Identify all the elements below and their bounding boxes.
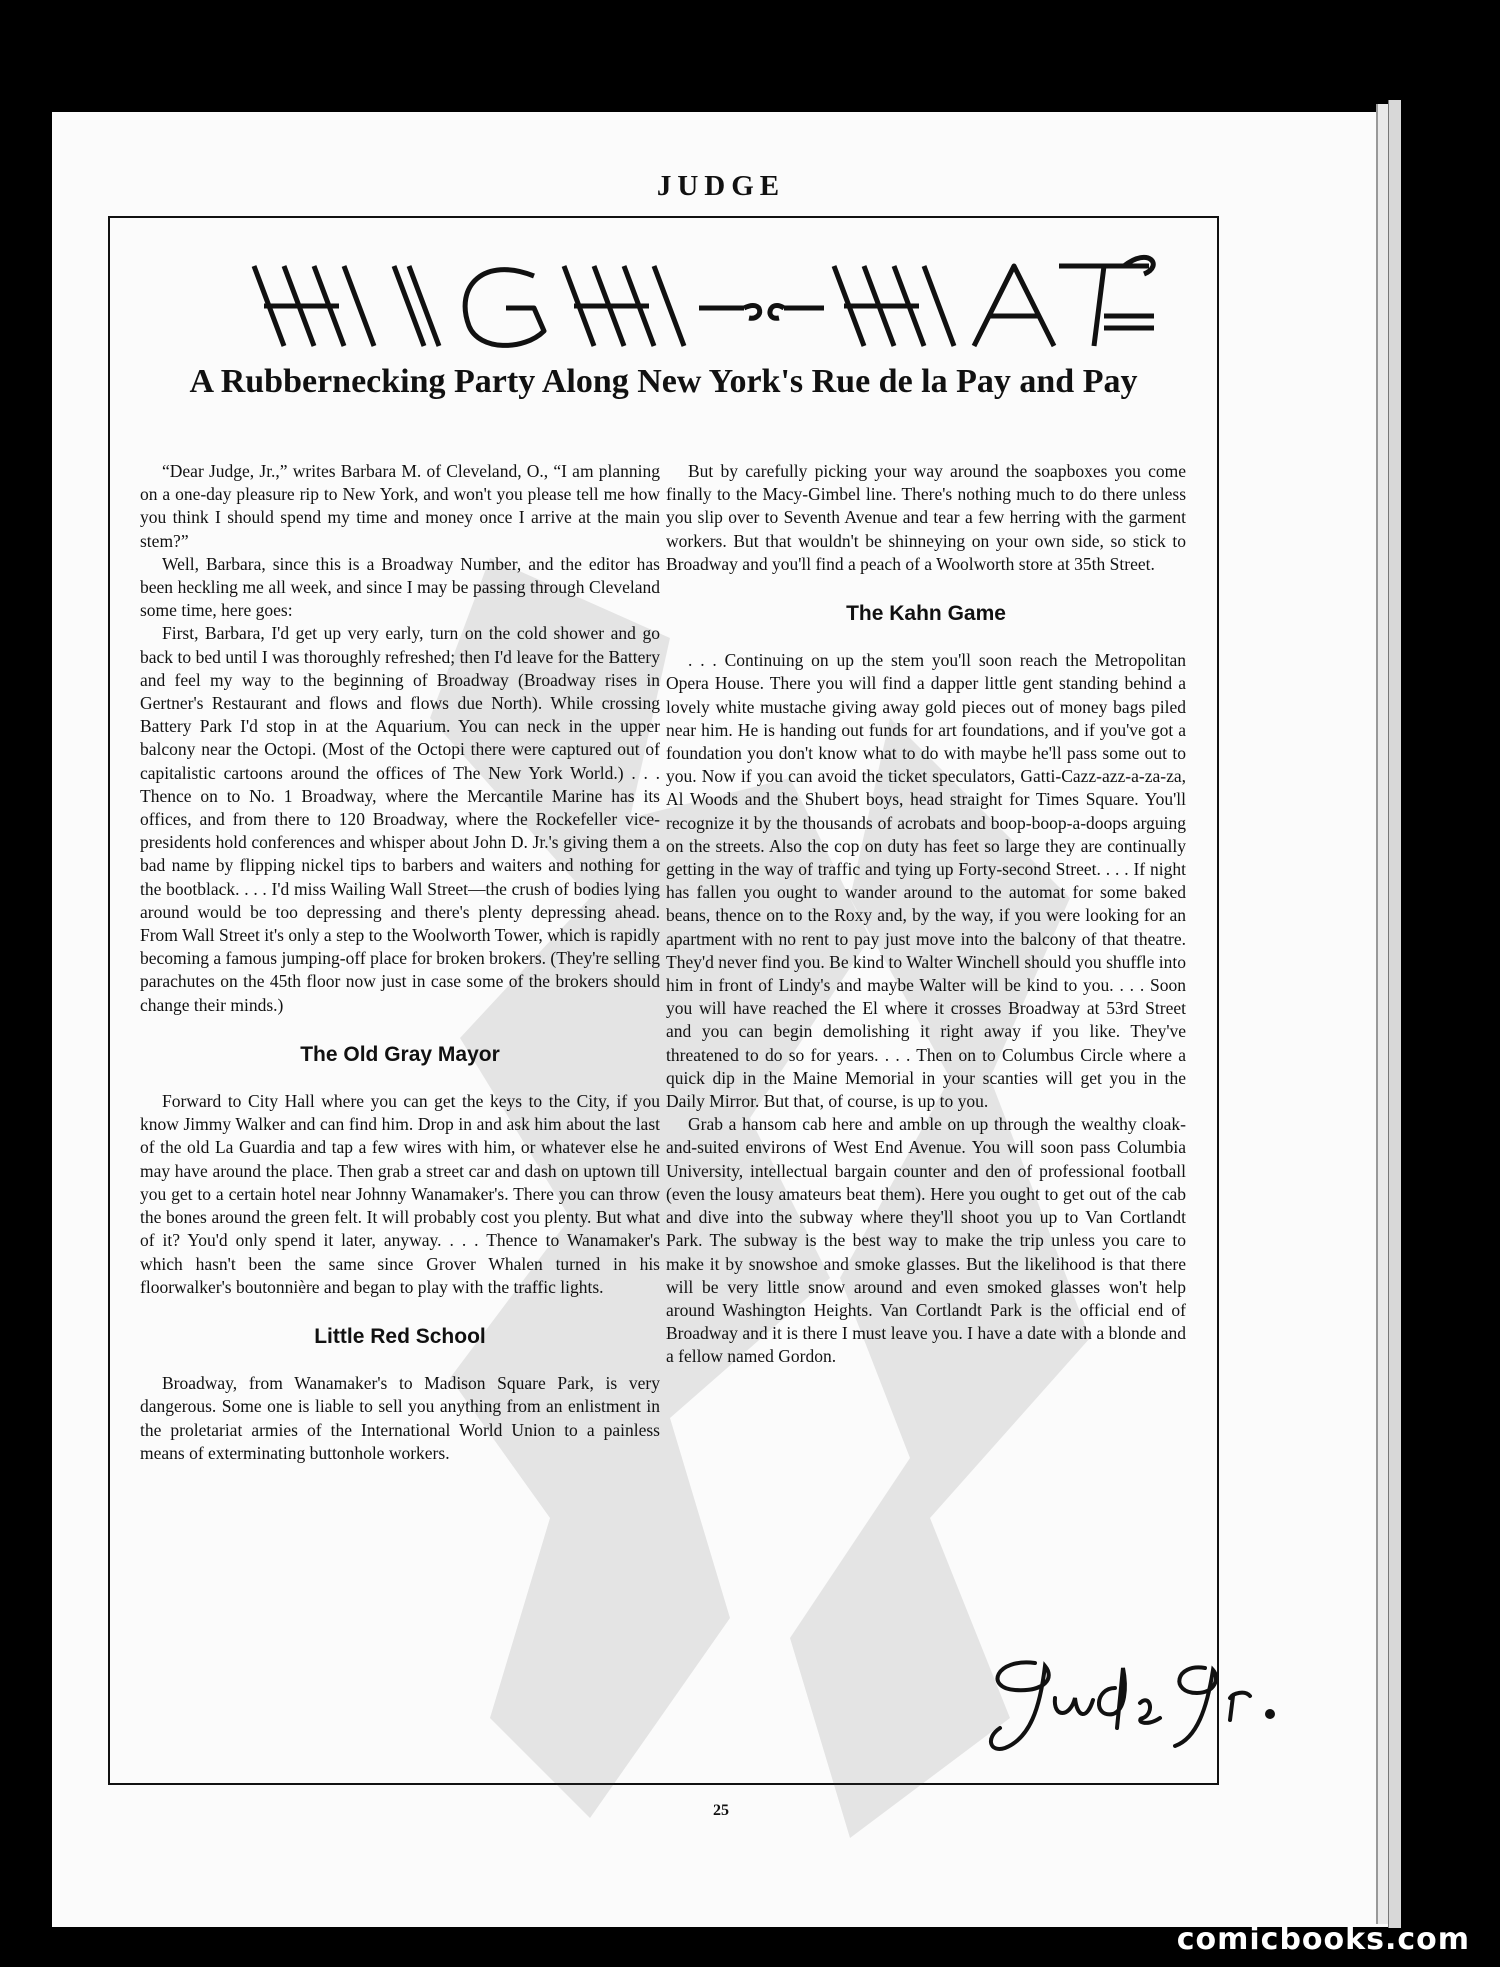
right-column bbox=[666, 460, 1186, 1369]
paragraph: “Dear Judge, Jr.,” writes Barbara M. of Cleveland, O., “I am planning on a one-day pleasure rip to New York, and won't you please tell me how you think I should spend my time and money once I arrive at the main stem?” bbox=[140, 461, 660, 551]
paragraph: . . . Continuing on up the stem you'll soon reach the Metropolitan Opera House. There you will find a dapper little gent standing behind a lovely white mustache giving away gold pieces out of money bags piled near him. He is handing out funds for art foundations, and if you've got a foundation you don't know what to do with maybe he'll pass some out to you. Now if you can avoid the ticket speculators, Gatti-Cazz-azz-a-za-za, Al Woods and the Shubert boys, head straight for Times Square. You'll recognize it by the thousands of acrobats and boop-boop-a-doops arguing on the streets. Also the cop on duty has feet so large they are continually getting in the way of traffic and tying up Forty-second Street. . . . If night has fallen you ought to wander around to the automat for some baked beans, thence on to the Roxy and, by the way, if you were looking for an apartment with no rent to pay just move into the balcony of that theatre. They'd never find you. Be kind to Walter Winchell should you shuffle into him in front of Lindy's and maybe Walter will be kind to you. . . . Soon you will have reached the El where it crosses Broadway at 53rd Street and you can begin demolishing it right away if you like. They've threatened to do so for years. . . . Then on to Columbus Circle where a quick dip in the Maine Memorial in your scanties will get you in the Daily Mirror. But that, of course, is up to you. bbox=[666, 650, 1186, 1112]
section-heading: The Old Gray Mayor bbox=[300, 1042, 500, 1066]
left-column bbox=[140, 460, 660, 1465]
paragraph: First, Barbara, I'd get up very early, turn on the cold shower and go back to bed until I was thoroughly refreshed; then I'd leave for the Battery and feel my way to the beginning of Broadway (Broadway rises in Gertner's Restaurant and flows and flows due North). While crossing Battery Park I'd stop in at the Aquarium. You can neck in the upper balcony near the Octopi. (Most of the Octopi there were captured out of capitalistic cartoons around the offices of The New York World.) . . . Thence on to No. 1 Broadway, where the Mercantile Marine has its offices, and from there to 120 Broadway, where the Rockefeller vice-presidents hold conferences and whisper about John D. Jr.'s giving them a bad name by flipping nickel tips to barbers and waiters and nothing for the bootblack. . . . I'd miss Wailing Wall Street—the crush of bodies lying around would be too depressing and there's plenty depressing ahead. From Wall Street it's only a step to the Woolworth Tower, which is rapidly becoming a famous jumping-off place for broken brokers. (They're selling parachutes on the 45th floor now just in case some of the brokers should change their minds.) bbox=[140, 623, 660, 1015]
paragraph: Grab a hansom cab here and amble on up through the wealthy cloak-and-suited environs of West End Avenue. You will soon pass Columbia University, intellectual bargain counter and den of professional football (even the lousy amateurs beat them). Here you ought to get out of the cab and dive into the subway where they'll shoot you up to Van Cortlandt Park. The subway is the best way to make the trip unless you care to make it by snowshoe and smoke glasses. But the likelihood is that there will be very little snow around and even smoked glasses won't help around Washington Heights. Van Cortlandt Park is the official end of Broadway and it is there I must leave you. I have a date with a blonde and a fellow named Gordon. bbox=[666, 1114, 1186, 1367]
paragraph: But by carefully picking your way around the soapboxes you come finally to the Macy-Gimbel line. There's nothing much to do there unless you slip over to Seventh Avenue and tear a few herring with the garment workers. But that wouldn't be shinneying on your own side, so stick to Broadway and you'll find a peach of a Woolworth store at 35th Street. bbox=[666, 461, 1186, 574]
paragraph: Forward to City Hall where you can get the keys to the City, if you know Jimmy Walker and can find him. Drop in and ask him about the last of the old La Guardia and tap a few wires with him, or whatever else he may have around the place. Then grab a street car and dash on uptown till you get to a certain hotel near Johnny Wanamaker's. There you can throw the bones around the green felt. It will probably cost you plenty. But what of it? You'd only spend it later, anyway. . . . Thence to Wanamaker's which hasn't been the same since Grover Whalen turned in his floorwalker's boutonnière and began to play with the traffic lights. bbox=[140, 1091, 660, 1297]
judge-jr-signature bbox=[975, 1648, 1295, 1758]
section-heading: Little Red School bbox=[314, 1324, 486, 1348]
article-frame bbox=[108, 216, 1219, 1785]
page-number: 25 bbox=[713, 1802, 729, 1819]
watermark: comicbooks.com bbox=[1176, 1922, 1470, 1957]
paragraph: Well, Barbara, since this is a Broadway Number, and the editor has been heckling me all week, and since I may be passing through Cleveland some time, here goes: bbox=[140, 553, 660, 621]
running-head: JUDGE bbox=[656, 170, 786, 202]
high-hat-title-art bbox=[244, 246, 1164, 366]
paragraph: Broadway, from Wanamaker's to Madison Square Park, is very dangerous. Some one is liable to sell you anything from an enlistment in the proletariat armies of the International World Union to a painless means of exterminating buttonhole workers. bbox=[140, 1373, 660, 1463]
article-subtitle: A Rubbernecking Party Along New York's Rue de la Pay and Pay bbox=[189, 363, 1138, 400]
page-edge bbox=[1388, 100, 1401, 1928]
magazine-page bbox=[52, 112, 1390, 1927]
section-heading: The Kahn Game bbox=[846, 602, 1006, 626]
